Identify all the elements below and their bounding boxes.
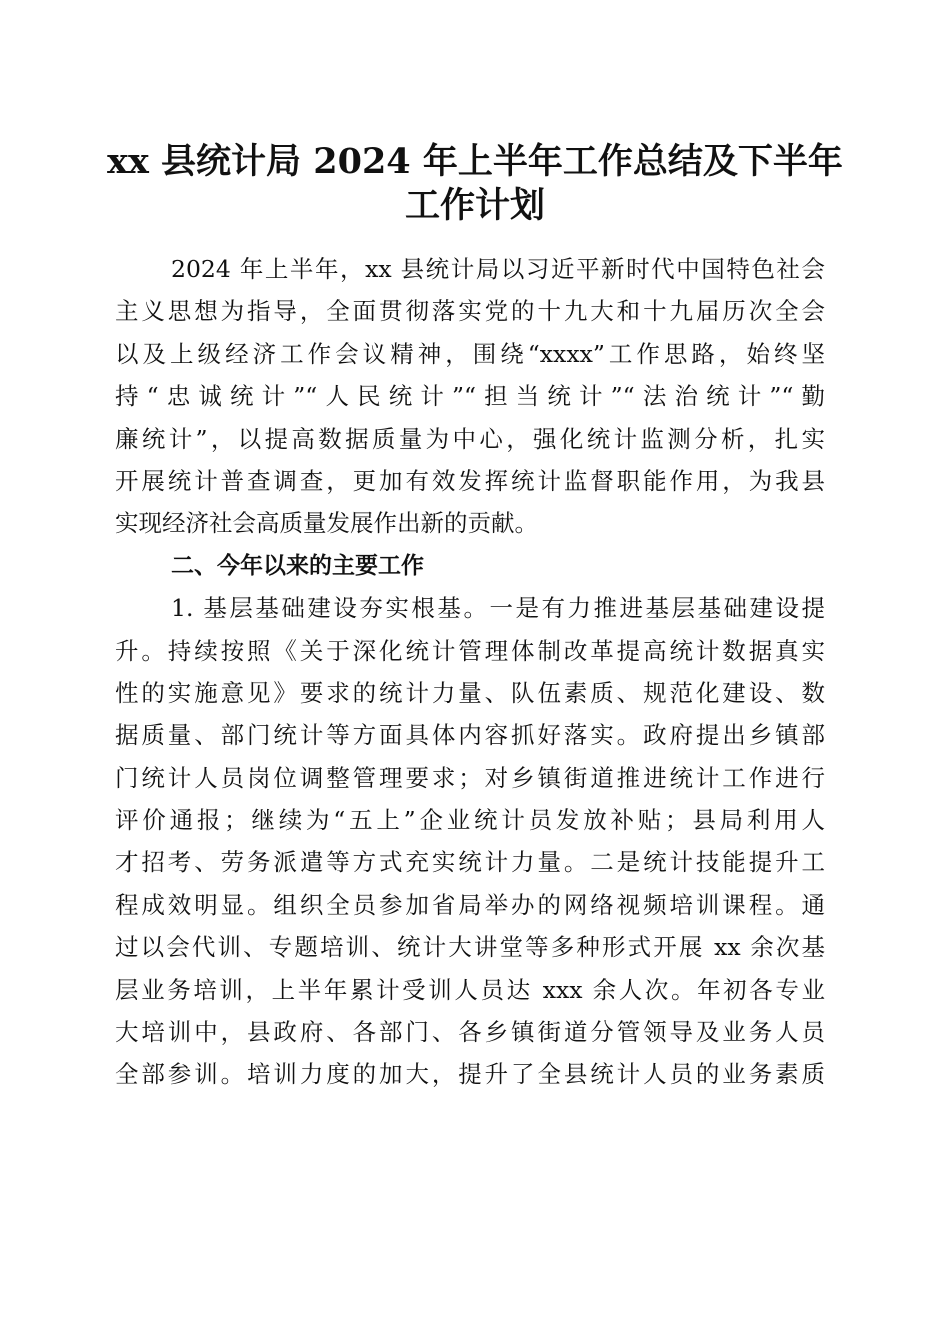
paragraph-line: 持“忠诚统计”“人民统计”“担当统计”“法治统计”“勤 (115, 382, 825, 411)
work-paragraph (115, 587, 825, 1096)
intro-paragraph (115, 248, 825, 545)
paragraph-line: 门统计人员岗位调整管理要求；对乡镇街道推进统计工作进行 (115, 763, 825, 792)
paragraph-line: 过以会代训、专题培训、统计大讲堂等多种形式开展 xx 余次基 (115, 933, 825, 962)
paragraph-line: 层业务培训，上半年累计受训人员达 xxx 余人次。年初各专业 (115, 975, 825, 1004)
paragraph-line: 升。持续按照《关于深化统计管理体制改革提高统计数据真实 (115, 636, 825, 665)
document-body (115, 248, 825, 1096)
paragraph-line: 1. 基层基础建设夯实根基。一是有力推进基层基础建设提 (171, 594, 825, 623)
paragraph-line: 主义思想为指导，全面贯彻落实党的十九大和十九届历次全会 (115, 297, 825, 326)
paragraph-line: 廉统计”，以提高数据质量为中心，强化统计监测分析，扎实 (115, 424, 825, 453)
paragraph-line: 评价通报；继续为“五上”企业统计员发放补贴；县局利用人 (115, 806, 825, 835)
paragraph-line: 全部参训。培训力度的加大，提升了全县统计人员的业务素质 (115, 1060, 825, 1089)
paragraph-line: 2024 年上半年，xx 县统计局以习近平新时代中国特色社会 (171, 255, 825, 283)
paragraph-line: 开展统计普查调查，更加有效发挥统计监督职能作用，为我县 (115, 466, 825, 495)
paragraph-line: 程成效明显。组织全员参加省局举办的网络视频培训课程。通 (115, 890, 825, 919)
paragraph-line: 据质量、部门统计等方面具体内容抓好落实。政府提出乡镇部 (115, 721, 825, 750)
paragraph-line: 以及上级经济工作会议精神，围绕“xxxx”工作思路，始终坚 (115, 339, 825, 368)
paragraph-line: 实现经济社会高质量发展作出新的贡献。 (115, 509, 538, 538)
paragraph-line: 大培训中，县政府、各部门、各乡镇街道分管领导及业务人员 (115, 1018, 825, 1047)
document-title-line-1: xx 县统计局 2024 年上半年工作总结及下半年 (107, 141, 843, 182)
paragraph-line: 性的实施意见》要求的统计力量、队伍素质、规范化建设、数 (115, 678, 825, 707)
paragraph-line: 才招考、劳务派遣等方式充实统计力量。二是统计技能提升工 (115, 848, 825, 877)
section-heading: 二、今年以来的主要工作 (171, 552, 424, 579)
document-title-line-2: 工作计划 (404, 185, 545, 226)
